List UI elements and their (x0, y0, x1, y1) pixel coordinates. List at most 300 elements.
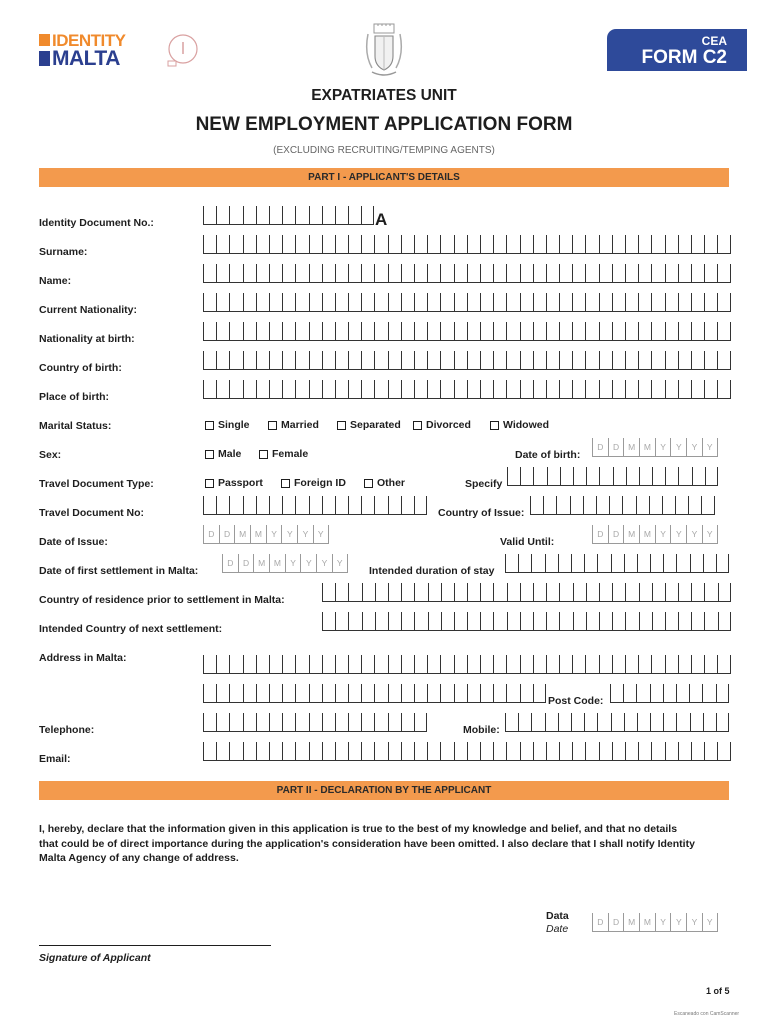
input-cell[interactable] (665, 235, 678, 254)
input-cell[interactable] (216, 322, 229, 341)
input-cell[interactable] (335, 655, 348, 674)
input-cell[interactable] (678, 742, 691, 761)
input-cell[interactable] (309, 684, 322, 703)
input-cell[interactable] (335, 742, 348, 761)
input-cell[interactable] (375, 612, 388, 631)
option-married[interactable] (268, 419, 319, 431)
input-cell[interactable] (440, 655, 453, 674)
option-divorced[interactable] (413, 419, 471, 431)
input-cell[interactable] (309, 742, 322, 761)
input-cell[interactable] (256, 684, 269, 703)
input-cell[interactable] (546, 655, 559, 674)
input-cell[interactable] (573, 467, 586, 486)
input-cell[interactable] (256, 713, 269, 732)
input-cell[interactable] (309, 293, 322, 312)
input-cell[interactable] (610, 684, 623, 703)
input-cell[interactable] (623, 684, 636, 703)
input-cell[interactable] (216, 351, 229, 370)
checkbox-icon[interactable] (259, 450, 268, 459)
input-cell[interactable] (704, 583, 717, 602)
input-cell[interactable] (374, 351, 387, 370)
input-cell[interactable] (531, 554, 544, 573)
input-cell[interactable] (480, 293, 493, 312)
telephone-cells[interactable] (203, 713, 427, 732)
input-cell[interactable] (704, 351, 717, 370)
input-cell[interactable] (716, 713, 729, 732)
input-cell[interactable] (401, 713, 414, 732)
date-cell[interactable]: Y (655, 438, 671, 457)
input-cell[interactable] (678, 583, 691, 602)
input-cell[interactable] (651, 351, 664, 370)
input-cell[interactable] (441, 612, 454, 631)
input-cell[interactable] (440, 380, 453, 399)
input-cell[interactable] (454, 380, 467, 399)
input-cell[interactable] (309, 264, 322, 283)
input-cell[interactable] (520, 742, 533, 761)
input-cell[interactable] (229, 742, 242, 761)
input-cell[interactable] (282, 684, 295, 703)
input-cell[interactable] (229, 380, 242, 399)
input-cell[interactable] (401, 612, 414, 631)
mobile-cells[interactable] (505, 713, 729, 732)
input-cell[interactable] (583, 496, 596, 515)
input-cell[interactable] (638, 742, 651, 761)
input-cell[interactable] (625, 351, 638, 370)
input-cell[interactable] (401, 742, 414, 761)
input-cell[interactable] (335, 322, 348, 341)
input-cell[interactable] (295, 206, 308, 225)
input-cell[interactable] (269, 380, 282, 399)
input-cell[interactable] (558, 554, 571, 573)
input-cell[interactable] (203, 742, 216, 761)
option-other[interactable] (364, 477, 405, 489)
date-cell[interactable]: Y (300, 554, 316, 573)
input-cell[interactable] (414, 235, 427, 254)
input-cell[interactable] (520, 235, 533, 254)
input-cell[interactable] (678, 351, 691, 370)
input-cell[interactable] (691, 380, 704, 399)
input-cell[interactable] (295, 264, 308, 283)
input-cell[interactable] (625, 742, 638, 761)
input-cell[interactable] (690, 554, 703, 573)
date-cell[interactable]: M (269, 554, 285, 573)
declaration-date-cells[interactable] (592, 913, 718, 932)
input-cell[interactable] (559, 264, 572, 283)
input-cell[interactable] (348, 612, 361, 631)
input-cell[interactable] (454, 264, 467, 283)
input-cell[interactable] (599, 583, 612, 602)
input-cell[interactable] (362, 612, 375, 631)
input-cell[interactable] (691, 655, 704, 674)
input-cell[interactable] (441, 583, 454, 602)
input-cell[interactable] (282, 742, 295, 761)
input-cell[interactable] (243, 496, 256, 515)
date-cell[interactable]: Y (332, 554, 348, 573)
input-cell[interactable] (427, 655, 440, 674)
input-cell[interactable] (335, 496, 348, 515)
input-cell[interactable] (309, 235, 322, 254)
input-cell[interactable] (520, 322, 533, 341)
input-cell[interactable] (269, 684, 282, 703)
input-cell[interactable] (625, 322, 638, 341)
input-cell[interactable] (467, 235, 480, 254)
input-cell[interactable] (374, 742, 387, 761)
input-cell[interactable] (388, 713, 401, 732)
input-cell[interactable] (388, 235, 401, 254)
date-cell[interactable]: Y (670, 525, 686, 544)
input-cell[interactable] (256, 264, 269, 283)
input-cell[interactable] (480, 322, 493, 341)
input-cell[interactable] (639, 467, 652, 486)
input-cell[interactable] (216, 380, 229, 399)
input-cell[interactable] (717, 264, 730, 283)
date-cell[interactable]: D (222, 554, 238, 573)
input-cell[interactable] (691, 322, 704, 341)
input-cell[interactable] (414, 612, 427, 631)
input-cell[interactable] (717, 742, 730, 761)
input-cell[interactable] (571, 713, 584, 732)
input-cell[interactable] (454, 235, 467, 254)
input-cell[interactable] (401, 264, 414, 283)
input-cell[interactable] (585, 235, 598, 254)
input-cell[interactable] (480, 380, 493, 399)
input-cell[interactable] (269, 655, 282, 674)
input-cell[interactable] (520, 293, 533, 312)
input-cell[interactable] (295, 655, 308, 674)
input-cell[interactable] (361, 742, 374, 761)
input-cell[interactable] (717, 351, 730, 370)
input-cell[interactable] (467, 583, 480, 602)
input-cell[interactable] (520, 467, 533, 486)
input-cell[interactable] (414, 713, 427, 732)
input-cell[interactable] (309, 713, 322, 732)
input-cell[interactable] (440, 235, 453, 254)
input-cell[interactable] (493, 612, 506, 631)
date-cell[interactable]: M (623, 525, 639, 544)
date-cell[interactable]: Y (670, 913, 686, 932)
input-cell[interactable] (704, 612, 717, 631)
input-cell[interactable] (427, 351, 440, 370)
checkbox-icon[interactable] (205, 421, 214, 430)
input-cell[interactable] (702, 684, 715, 703)
input-cell[interactable] (717, 235, 730, 254)
input-cell[interactable] (556, 496, 569, 515)
residence-prior-cells[interactable] (322, 583, 731, 602)
input-cell[interactable] (585, 293, 598, 312)
input-cell[interactable] (625, 380, 638, 399)
input-cell[interactable] (348, 264, 361, 283)
input-cell[interactable] (651, 655, 664, 674)
input-cell[interactable] (414, 351, 427, 370)
date-cell[interactable]: D (608, 438, 624, 457)
address-line1-cells[interactable] (203, 655, 731, 674)
input-cell[interactable] (295, 713, 308, 732)
input-cell[interactable] (599, 351, 612, 370)
input-cell[interactable] (480, 583, 493, 602)
input-cell[interactable] (665, 467, 678, 486)
input-cell[interactable] (572, 235, 585, 254)
input-cell[interactable] (229, 351, 242, 370)
input-cell[interactable] (585, 264, 598, 283)
input-cell[interactable] (625, 655, 638, 674)
input-cell[interactable] (322, 583, 335, 602)
input-cell[interactable] (361, 235, 374, 254)
input-cell[interactable] (454, 684, 467, 703)
input-cell[interactable] (520, 380, 533, 399)
input-cell[interactable] (678, 264, 691, 283)
input-cell[interactable] (651, 235, 664, 254)
input-cell[interactable] (203, 713, 216, 732)
input-cell[interactable] (612, 583, 625, 602)
valid-until-cells[interactable] (592, 525, 718, 544)
input-cell[interactable] (203, 322, 216, 341)
input-cell[interactable] (493, 742, 506, 761)
input-cell[interactable] (716, 554, 729, 573)
input-cell[interactable] (520, 684, 533, 703)
input-cell[interactable] (533, 684, 546, 703)
input-cell[interactable] (585, 742, 598, 761)
input-cell[interactable] (388, 612, 401, 631)
input-cell[interactable] (599, 655, 612, 674)
input-cell[interactable] (374, 496, 387, 515)
input-cell[interactable] (256, 380, 269, 399)
input-cell[interactable] (203, 380, 216, 399)
input-cell[interactable] (467, 293, 480, 312)
input-cell[interactable] (493, 235, 506, 254)
post-code-cells[interactable] (610, 684, 729, 703)
input-cell[interactable] (282, 655, 295, 674)
date-issue-cells[interactable] (203, 525, 329, 544)
input-cell[interactable] (559, 293, 572, 312)
input-cell[interactable] (388, 293, 401, 312)
input-cell[interactable] (282, 713, 295, 732)
input-cell[interactable] (322, 742, 335, 761)
input-cell[interactable] (678, 235, 691, 254)
travel-doc-no-cells[interactable] (203, 496, 427, 515)
input-cell[interactable] (678, 322, 691, 341)
input-cell[interactable] (546, 351, 559, 370)
input-cell[interactable] (651, 264, 664, 283)
input-cell[interactable] (414, 496, 427, 515)
input-cell[interactable] (533, 351, 546, 370)
input-cell[interactable] (467, 742, 480, 761)
input-cell[interactable] (401, 583, 414, 602)
input-cell[interactable] (559, 612, 572, 631)
input-cell[interactable] (572, 264, 585, 283)
nationality-birth-cells[interactable] (203, 322, 731, 341)
input-cell[interactable] (480, 235, 493, 254)
surname-cells[interactable] (203, 235, 731, 254)
input-cell[interactable] (571, 554, 584, 573)
input-cell[interactable] (269, 206, 282, 225)
input-cell[interactable] (388, 496, 401, 515)
option-male[interactable] (205, 448, 241, 460)
input-cell[interactable] (506, 235, 519, 254)
input-cell[interactable] (414, 293, 427, 312)
input-cell[interactable] (480, 612, 493, 631)
input-cell[interactable] (507, 583, 520, 602)
input-cell[interactable] (506, 684, 519, 703)
input-cell[interactable] (704, 655, 717, 674)
input-cell[interactable] (374, 684, 387, 703)
input-cell[interactable] (401, 496, 414, 515)
input-cell[interactable] (335, 713, 348, 732)
input-cell[interactable] (546, 235, 559, 254)
input-cell[interactable] (638, 380, 651, 399)
input-cell[interactable] (203, 264, 216, 283)
input-cell[interactable] (717, 322, 730, 341)
input-cell[interactable] (691, 264, 704, 283)
input-cell[interactable] (348, 742, 361, 761)
checkbox-icon[interactable] (281, 479, 290, 488)
input-cell[interactable] (585, 322, 598, 341)
input-cell[interactable] (665, 293, 678, 312)
address-line2-cells[interactable] (203, 684, 546, 703)
input-cell[interactable] (506, 264, 519, 283)
input-cell[interactable] (493, 322, 506, 341)
date-cell[interactable]: Y (702, 525, 718, 544)
checkbox-icon[interactable] (490, 421, 499, 430)
input-cell[interactable] (348, 380, 361, 399)
dob-date-cells[interactable] (592, 438, 718, 457)
input-cell[interactable] (295, 684, 308, 703)
input-cell[interactable] (322, 351, 335, 370)
input-cell[interactable] (493, 380, 506, 399)
input-cell[interactable] (440, 322, 453, 341)
input-cell[interactable] (599, 612, 612, 631)
input-cell[interactable] (229, 235, 242, 254)
input-cell[interactable] (243, 206, 256, 225)
input-cell[interactable] (454, 742, 467, 761)
input-cell[interactable] (506, 742, 519, 761)
date-cell[interactable]: D (608, 913, 624, 932)
input-cell[interactable] (216, 742, 229, 761)
input-cell[interactable] (427, 322, 440, 341)
input-cell[interactable] (243, 322, 256, 341)
id-doc-cells[interactable] (203, 206, 374, 225)
date-cell[interactable]: Y (313, 525, 329, 544)
input-cell[interactable] (282, 351, 295, 370)
input-cell[interactable] (716, 684, 729, 703)
input-cell[interactable] (309, 322, 322, 341)
input-cell[interactable] (348, 235, 361, 254)
input-cell[interactable] (414, 380, 427, 399)
input-cell[interactable] (662, 496, 675, 515)
input-cell[interactable] (203, 655, 216, 674)
input-cell[interactable] (611, 713, 624, 732)
input-cell[interactable] (703, 713, 716, 732)
date-cell[interactable]: Y (285, 554, 301, 573)
input-cell[interactable] (533, 264, 546, 283)
input-cell[interactable] (638, 655, 651, 674)
input-cell[interactable] (663, 713, 676, 732)
option-single[interactable] (205, 419, 250, 431)
input-cell[interactable] (520, 264, 533, 283)
input-cell[interactable] (256, 322, 269, 341)
input-cell[interactable] (613, 467, 626, 486)
input-cell[interactable] (269, 742, 282, 761)
input-cell[interactable] (625, 583, 638, 602)
input-cell[interactable] (348, 655, 361, 674)
input-cell[interactable] (546, 612, 559, 631)
input-cell[interactable] (256, 293, 269, 312)
intended-duration-cells[interactable] (505, 554, 729, 573)
input-cell[interactable] (625, 293, 638, 312)
input-cell[interactable] (322, 655, 335, 674)
date-cell[interactable]: Y (655, 525, 671, 544)
input-cell[interactable] (585, 655, 598, 674)
date-cell[interactable]: M (623, 438, 639, 457)
input-cell[interactable] (546, 322, 559, 341)
input-cell[interactable] (520, 655, 533, 674)
input-cell[interactable] (388, 684, 401, 703)
input-cell[interactable] (454, 583, 467, 602)
input-cell[interactable] (665, 612, 678, 631)
input-cell[interactable] (269, 713, 282, 732)
input-cell[interactable] (282, 322, 295, 341)
input-cell[interactable] (467, 684, 480, 703)
input-cell[interactable] (203, 293, 216, 312)
date-cell[interactable]: Y (266, 525, 282, 544)
input-cell[interactable] (401, 293, 414, 312)
input-cell[interactable] (717, 380, 730, 399)
input-cell[interactable] (348, 322, 361, 341)
input-cell[interactable] (282, 496, 295, 515)
input-cell[interactable] (440, 351, 453, 370)
input-cell[interactable] (243, 655, 256, 674)
input-cell[interactable] (269, 293, 282, 312)
input-cell[interactable] (691, 351, 704, 370)
input-cell[interactable] (691, 583, 704, 602)
input-cell[interactable] (440, 264, 453, 283)
date-cell[interactable]: M (250, 525, 266, 544)
input-cell[interactable] (665, 351, 678, 370)
input-cell[interactable] (388, 655, 401, 674)
input-cell[interactable] (652, 612, 665, 631)
input-cell[interactable] (295, 742, 308, 761)
input-cell[interactable] (612, 612, 625, 631)
input-cell[interactable] (612, 264, 625, 283)
input-cell[interactable] (597, 554, 610, 573)
input-cell[interactable] (531, 713, 544, 732)
input-cell[interactable] (282, 235, 295, 254)
input-cell[interactable] (374, 655, 387, 674)
input-cell[interactable] (361, 293, 374, 312)
input-cell[interactable] (203, 496, 216, 515)
input-cell[interactable] (612, 293, 625, 312)
input-cell[interactable] (361, 351, 374, 370)
input-cell[interactable] (505, 713, 518, 732)
input-cell[interactable] (546, 742, 559, 761)
input-cell[interactable] (718, 612, 731, 631)
input-cell[interactable] (585, 351, 598, 370)
input-cell[interactable] (637, 713, 650, 732)
input-cell[interactable] (691, 742, 704, 761)
input-cell[interactable] (256, 742, 269, 761)
input-cell[interactable] (309, 206, 322, 225)
input-cell[interactable] (612, 351, 625, 370)
input-cell[interactable] (611, 554, 624, 573)
input-cell[interactable] (362, 583, 375, 602)
input-cell[interactable] (533, 293, 546, 312)
input-cell[interactable] (493, 293, 506, 312)
input-cell[interactable] (704, 380, 717, 399)
input-cell[interactable] (691, 612, 704, 631)
input-cell[interactable] (480, 351, 493, 370)
input-cell[interactable] (625, 612, 638, 631)
option-foreign-id[interactable] (281, 477, 346, 489)
input-cell[interactable] (506, 655, 519, 674)
